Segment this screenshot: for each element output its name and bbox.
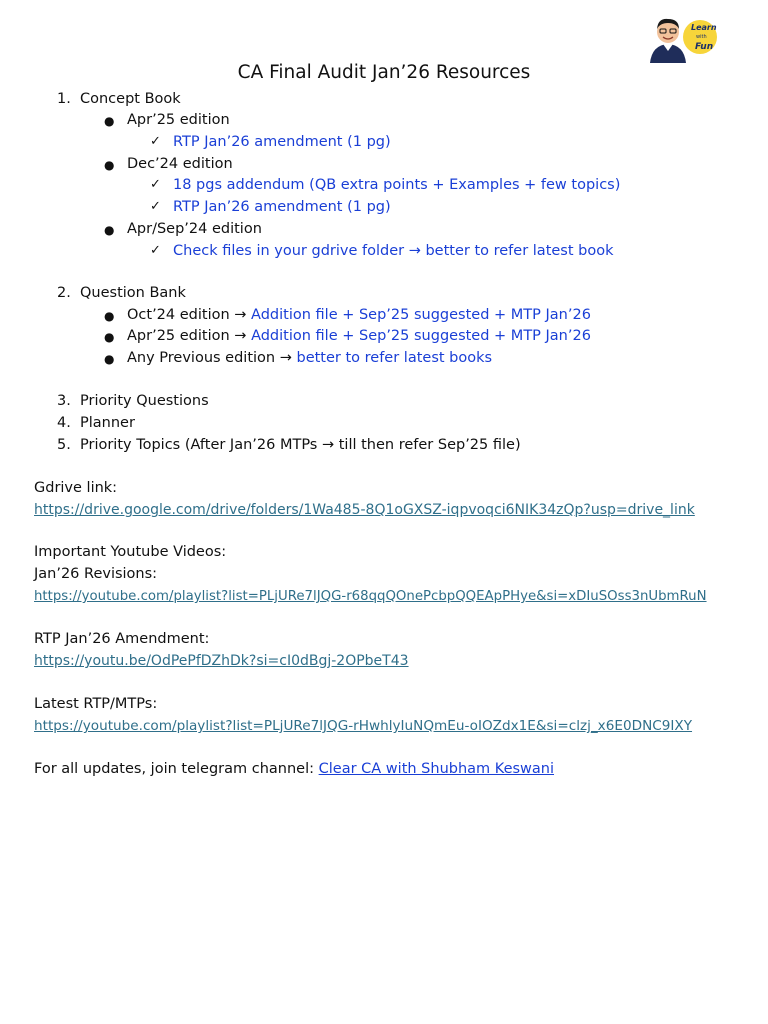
bullet-blue-text: Addition file + Sep’25 suggested + MTP Jan’26 <box>251 328 591 344</box>
bullet-item <box>104 348 492 368</box>
bullet-item <box>104 219 262 239</box>
revisions-label: Jan’26 Revisions: <box>34 566 158 582</box>
bullet-icon: ● <box>104 352 115 366</box>
logo-text-learn: Learn <box>691 23 717 32</box>
bullet-item <box>104 326 591 346</box>
check-item <box>150 175 620 195</box>
bullet-icon: ● <box>104 158 115 172</box>
revisions-link[interactable]: https://youtube.com/playlist?list=PLjURe7lJQG-r68qqQOnePcbpQQEApPHye&si=xDIuSOss3nUbmRuN <box>34 589 707 604</box>
section-1 <box>57 89 181 109</box>
bullet-icon: ● <box>104 309 115 323</box>
page-title: CA Final Audit Jan’26 Resources <box>237 62 531 83</box>
section-4 <box>57 413 135 433</box>
bullet-label: Oct’24 edition → <box>127 307 252 323</box>
section-3 <box>57 391 209 411</box>
logo-text-with: with <box>696 34 707 40</box>
section-2 <box>57 283 186 303</box>
bullet-label: Dec’24 edition <box>127 156 233 172</box>
check-item <box>150 241 614 261</box>
gdrive-label: Gdrive link: <box>34 480 118 496</box>
rtp-amendment-link[interactable]: https://youtu.be/OdPePfDZhDk?si=cI0dBgj-2OPbeT43 <box>34 653 409 669</box>
section-5 <box>57 435 521 455</box>
check-icon: ✓ <box>150 199 161 214</box>
check-icon: ✓ <box>150 243 161 258</box>
bullet-blue-text: Addition file + Sep’25 suggested + MTP Jan’26 <box>251 307 591 323</box>
check-label: RTP Jan’26 amendment (1 pg) <box>173 199 391 215</box>
bullet-label: Apr/Sep’24 edition <box>127 221 262 237</box>
list-number: 3. <box>57 393 71 409</box>
bullet-icon: ● <box>104 114 115 128</box>
telegram-link[interactable]: Clear CA with Shubham Keswani <box>318 761 555 777</box>
bullet-label: Apr’25 edition → <box>127 328 252 344</box>
check-item <box>150 197 391 217</box>
check-icon: ✓ <box>150 134 161 149</box>
bullet-blue-text: better to refer latest books <box>296 350 493 366</box>
telegram-line <box>34 759 554 779</box>
check-icon: ✓ <box>150 177 161 192</box>
bullet-icon: ● <box>104 223 115 237</box>
learn-with-fun-logo <box>646 15 720 63</box>
telegram-label: For all updates, join telegram channel: <box>34 761 319 777</box>
section-label: Priority Topics (After Jan’26 MTPs → till then refer Sep’25 file) <box>80 437 521 453</box>
section-label: Question Bank <box>80 285 186 301</box>
list-number: 4. <box>57 415 71 431</box>
check-label: Check files in your gdrive folder → better to refer latest book <box>173 243 614 259</box>
section-label: Concept Book <box>80 91 181 107</box>
bullet-label: Apr’25 edition <box>127 112 230 128</box>
rtp-amendment-label: RTP Jan’26 Amendment: <box>34 631 210 647</box>
latest-rtp-link[interactable]: https://youtube.com/playlist?list=PLjURe7lJQG-rHwhlyIuNQmEu-oIOZdx1E&si=clzj_x6E0DNC9IXY <box>34 718 693 734</box>
check-label: RTP Jan’26 amendment (1 pg) <box>173 134 391 150</box>
check-label: 18 pgs addendum (QB extra points + Examples + few topics) <box>173 177 621 193</box>
check-item <box>150 132 391 152</box>
section-label: Planner <box>80 415 135 431</box>
list-number: 1. <box>57 91 71 107</box>
bullet-icon: ● <box>104 330 115 344</box>
bullet-item <box>104 305 591 325</box>
section-label: Priority Questions <box>80 393 209 409</box>
youtube-heading: Important Youtube Videos: <box>34 544 227 560</box>
bullet-label: Any Previous edition → <box>127 350 297 366</box>
gdrive-link[interactable]: https://drive.google.com/drive/folders/1Wa485-8Q1oGXSZ-iqpvoqci6NIK34zQp?usp=drive_link <box>34 502 695 518</box>
latest-rtp-label: Latest RTP/MTPs: <box>34 696 158 712</box>
bullet-item <box>104 154 233 174</box>
bullet-item <box>104 110 230 130</box>
list-number: 5. <box>57 437 71 453</box>
logo-text-fun: Fun <box>695 42 714 52</box>
list-number: 2. <box>57 285 71 301</box>
